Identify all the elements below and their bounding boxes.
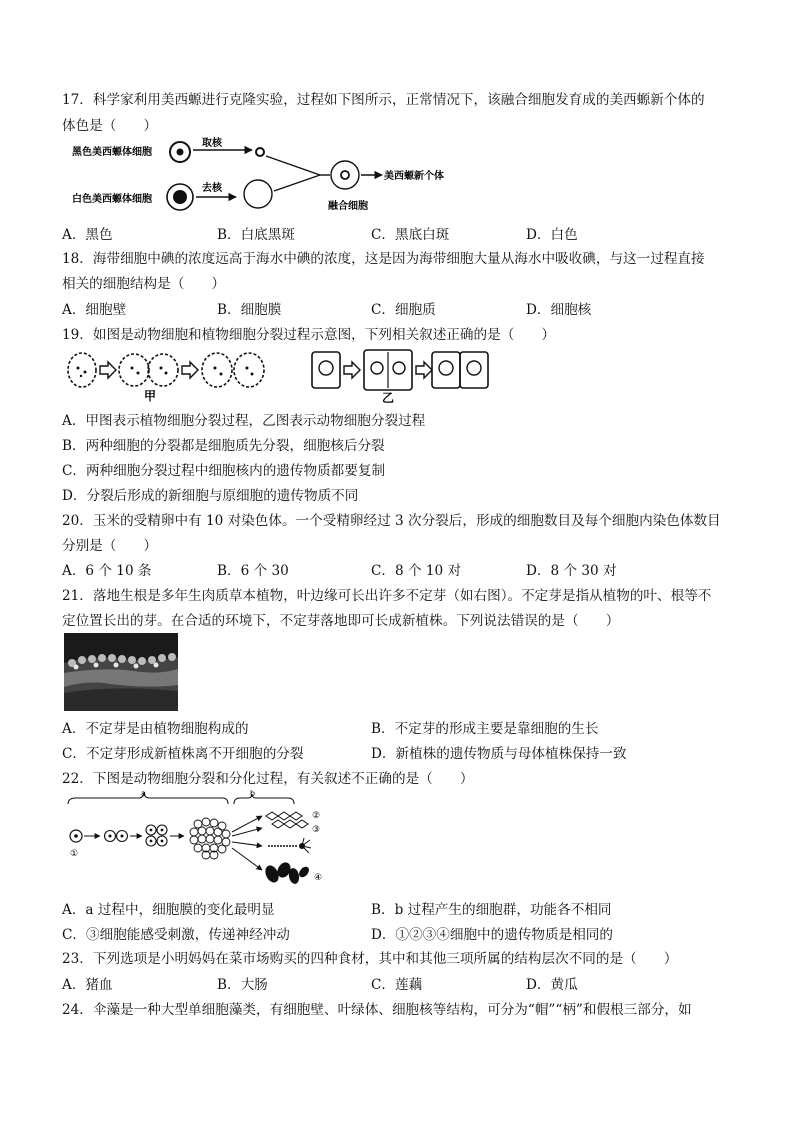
q18-option-c[interactable]: C．细胞质: [371, 302, 436, 318]
q17-white-nucleus: [173, 190, 187, 204]
q22-label-b: b: [250, 790, 256, 798]
q19-option-b[interactable]: B．两种细胞的分裂都是细胞质先分裂，细胞核后分裂: [62, 438, 385, 454]
q17-option-d[interactable]: D．白色: [526, 227, 578, 243]
q20-option-b[interactable]: B．6 个 30: [217, 563, 289, 579]
q18-option-a[interactable]: A．细胞壁: [62, 302, 127, 318]
q23-option-d[interactable]: D．黄瓜: [526, 977, 578, 993]
q17-stem-line1: 17．科学家利用美西螈进行克隆实验，过程如下图所示，正常情况下，该融合细胞发育成的美西螈新个体的: [62, 92, 705, 108]
q22-figure: [62, 790, 332, 894]
q17-extracted-nucleus: [256, 148, 264, 156]
q18-stem-line1: 18．海带细胞中碘的浓度远高于海水中碘的浓度，这是因为海带细胞大量从海水中吸收碘，与这一过程直接: [62, 251, 705, 267]
q19-option-c[interactable]: C．两种细胞分裂过程中细胞核内的遗传物质都要复制: [62, 463, 386, 479]
q22-blood-cells: [263, 860, 311, 885]
q22-option-c[interactable]: C．③细胞能感受刺激，传递神经冲动: [62, 927, 290, 943]
q21-option-a[interactable]: A．不定芽是由植物细胞构成的: [62, 721, 249, 737]
q17-option-a[interactable]: A．黑色: [62, 227, 113, 243]
q17-white-cell-label: 白色美西螈体细胞: [72, 194, 152, 205]
q18-option-d[interactable]: D．细胞核: [526, 302, 592, 318]
q20-option-a[interactable]: A．6 个 10 条: [62, 563, 152, 579]
q20-option-c[interactable]: C．8 个 10 对: [371, 563, 462, 579]
q22-option-d[interactable]: D．①②③④细胞中的遗传物质是相同的: [371, 927, 613, 943]
q23-option-b[interactable]: B．大肠: [217, 977, 268, 993]
q22-label-2: ②: [312, 811, 321, 821]
q21-option-c[interactable]: C．不定芽形成新植株离不开细胞的分裂: [62, 746, 304, 762]
q23-option-c[interactable]: C．莲藕: [371, 977, 423, 993]
q23-option-a[interactable]: A．猪血: [62, 977, 113, 993]
q20-stem-line2: 分别是（ ）: [62, 538, 158, 554]
q18-stem-line2: 相关的细胞结构是（ ）: [62, 276, 226, 292]
q17-option-b[interactable]: B．白底黑斑: [217, 227, 295, 243]
q21-option-b[interactable]: B．不定芽的形成主要是靠细胞的生长: [371, 721, 599, 737]
q17-arrow1-label: 取核: [202, 138, 222, 149]
q23-stem: 23．下列选项是小明妈妈在菜市场购买的四种食材，其中和其他三项所属的结构层次不同的是（ ）: [62, 951, 678, 967]
q19-animal-division: [68, 353, 264, 403]
q19-label-yi: 乙: [382, 391, 395, 404]
q17-option-c[interactable]: C．黑底白斑: [371, 227, 450, 243]
q17-fused-label: 融合细胞: [328, 201, 368, 212]
q17-black-cell-label: 黑色美西螈体细胞: [72, 147, 152, 158]
q22-option-a[interactable]: A．a 过程中，细胞膜的变化最明显: [62, 902, 275, 918]
q19-figure: [66, 348, 496, 404]
q18-option-b[interactable]: B．细胞膜: [217, 302, 282, 318]
q22-label-a: a: [141, 790, 146, 798]
q17-arrow2-label: 去核: [202, 183, 222, 194]
q17-stem-line2: 体色是（ ）: [62, 118, 158, 134]
q22-label-1: ①: [70, 849, 79, 859]
q21-stem-line2: 定位置长出的芽。在合适的环境下，不定芽落地即可长成新植株。下列说法错误的是（ ）: [62, 613, 620, 629]
q17-figure: [70, 137, 470, 217]
q22-stem: 22．下图是动物细胞分裂和分化过程，有关叙述不正确的是（ ）: [62, 771, 474, 787]
q17-fused-cell: [331, 161, 359, 189]
q19-option-a[interactable]: A．甲图表示植物细胞分裂过程，乙图表示动物细胞分裂过程: [62, 413, 426, 429]
q17-result-label: 美西螈新个体: [384, 171, 444, 182]
q22-option-b[interactable]: B．b 过程产生的细胞群，功能各不相同: [371, 902, 612, 918]
q24-stem: 24．伞藻是一种大型单细胞藻类，有细胞壁、叶绿体、细胞核等结构，可分为“帽”“柄”和假根三部分，如: [62, 1002, 692, 1018]
q19-option-d[interactable]: D．分裂后形成的新细胞与原细胞的遗传物质不同: [62, 488, 359, 504]
q20-stem-line1: 20．玉米的受精卵中有 10 对染色体。一个受精卵经过 3 次分裂后，形成的细胞数目及每个细胞内染色体数目: [62, 513, 721, 529]
q19-plant-division: [312, 350, 488, 404]
q21-option-d[interactable]: D．新植株的遗传物质与母体植株保持一致: [371, 746, 627, 762]
q21-stem-line1: 21．落地生根是多年生肉质草本植物，叶边缘可长出许多不定芽（如右图）。不定芽是指从植物的叶、根等不: [62, 588, 712, 604]
q22-label-3: ③: [312, 825, 321, 835]
q19-label-jia: 甲: [144, 389, 157, 403]
q21-plant-photo: [64, 633, 178, 711]
q19-stem: 19．如图是动物细胞和植物细胞分裂过程示意图，下列相关叙述正确的是（ ）: [62, 327, 556, 343]
q22-label-4: ④: [314, 873, 323, 883]
q17-enucleated-cell: [244, 180, 272, 208]
q22-cell-mass: [190, 818, 230, 859]
q20-option-d[interactable]: D．8 个 30 对: [526, 563, 617, 579]
q17-black-nucleus: [177, 149, 184, 156]
